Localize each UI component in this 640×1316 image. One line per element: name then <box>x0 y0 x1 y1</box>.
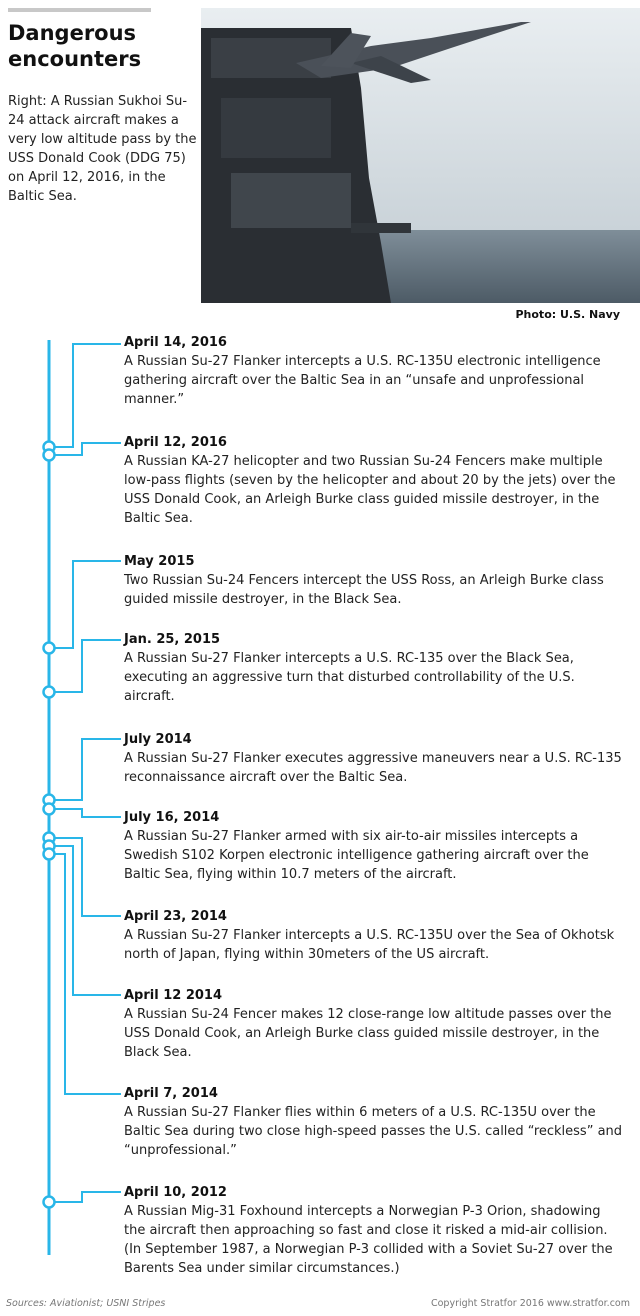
entry-description: Two Russian Su-24 Fencers intercept the USS Ross, an Arleigh Burke class guided missile destroyer, in the Black Sea. <box>124 573 604 607</box>
timeline-connector <box>49 739 121 800</box>
entry-date: July 16, 2014 <box>124 810 220 825</box>
timeline-entry <box>124 434 624 528</box>
timeline-dot <box>44 849 55 860</box>
entry-date: April 7, 2014 <box>124 1086 218 1101</box>
timeline-connector <box>49 561 121 648</box>
entry-description: A Russian KA-27 helicopter and two Russian Su-24 Fencers make multiple low-pass flights (seven by the helicopter and about 20 by the jets) over the USS Donald Cook, an Arleigh Burke class guided missile destroyer, in the Baltic Sea. <box>124 454 616 526</box>
entry-description: A Russian Su-27 Flanker flies within 6 meters of a U.S. RC-135U over the Baltic Sea during two close high-speed passes the U.S. called “reckless” and “unprofessional.” <box>124 1105 623 1158</box>
timeline-connector <box>49 1192 121 1202</box>
timeline-entry <box>124 987 624 1062</box>
entry-description: A Russian Su-24 Fencer makes 12 close-range low altitude passes over the USS Donald Cook, an Arleigh Burke class guided missile destroyer, in the Black Sea. <box>124 1007 612 1060</box>
timeline-entry <box>124 334 624 409</box>
entry-description: A Russian Su-27 Flanker intercepts a U.S. RC-135 over the Black Sea, executing an aggressive turn that disturbed controllability of the U.S. aircraft. <box>124 651 575 704</box>
entry-date: April 12, 2016 <box>124 435 227 450</box>
entry-description: A Russian Su-27 Flanker armed with six air-to-air missiles intercepts a Swedish S102 Korpen electronic intelligence gathering aircraft over the Baltic Sea, flying within 10.7 meters of the aircraft. <box>124 829 589 882</box>
entry-description: A Russian Su-27 Flanker intercepts a U.S. RC-135U over the Sea of Okhotsk north of Japan, flying within 30meters of the US aircraft. <box>124 928 615 962</box>
timeline-dot <box>44 1197 55 1208</box>
entry-date: Jan. 25, 2015 <box>124 632 221 647</box>
timeline-entry <box>124 631 624 706</box>
timeline-connector <box>49 443 121 455</box>
entry-date: July 2014 <box>124 732 192 747</box>
sources-note: Sources: Aviationist; USNI Stripes <box>6 1298 166 1309</box>
entry-date: April 23, 2014 <box>124 909 227 924</box>
timeline-dot <box>44 804 55 815</box>
timeline-dot <box>44 687 55 698</box>
timeline-dot <box>44 643 55 654</box>
timeline-entry <box>124 731 624 787</box>
copyright-note: Copyright Stratfor 2016 www.stratfor.com <box>430 1298 630 1309</box>
timeline-connector <box>49 854 121 1094</box>
entry-description: A Russian Su-27 Flanker intercepts a U.S. RC-135U electronic intelligence gathering aircraft over the Baltic Sea in an “unsafe and unprofessional manner.” <box>124 354 601 407</box>
entry-date: April 12 2014 <box>124 988 223 1003</box>
entry-date: April 14, 2016 <box>124 335 227 350</box>
timeline-connector <box>49 846 121 995</box>
timeline-connector <box>49 809 121 817</box>
entry-description: A Russian Su-27 Flanker executes aggressive maneuvers near a U.S. RC-135 reconnaissance aircraft over the Baltic Sea. <box>124 751 622 785</box>
timeline-entry <box>124 1085 624 1160</box>
timeline-connector <box>49 344 121 447</box>
timeline-entry <box>124 908 624 964</box>
photo-credit: Photo: U.S. Navy <box>515 308 620 321</box>
timeline-entry <box>124 809 624 884</box>
timeline-entry <box>124 1184 624 1278</box>
timeline-entry <box>124 553 624 609</box>
page-title: Dangerous encounters <box>8 21 142 71</box>
intro-caption: Right: A Russian Sukhoi Su-24 attack aircraft makes a very low altitude pass by the USS Donald Cook (DDG 75) on April 12, 2016, in the Baltic Sea. <box>8 94 197 204</box>
entry-description: A Russian Mig-31 Foxhound intercepts a Norwegian P-3 Orion, shadowing the aircraft then approaching so fast and close it risked a mid-air collision. (In September 1987, a Norwegian P-3 collided with a Soviet Su-27 over the Barents Sea under similar circumstances.) <box>124 1204 613 1276</box>
entry-date: May 2015 <box>124 554 195 569</box>
timeline-dot <box>44 450 55 461</box>
timeline-connector <box>49 838 121 916</box>
entry-date: April 10, 2012 <box>124 1185 227 1200</box>
